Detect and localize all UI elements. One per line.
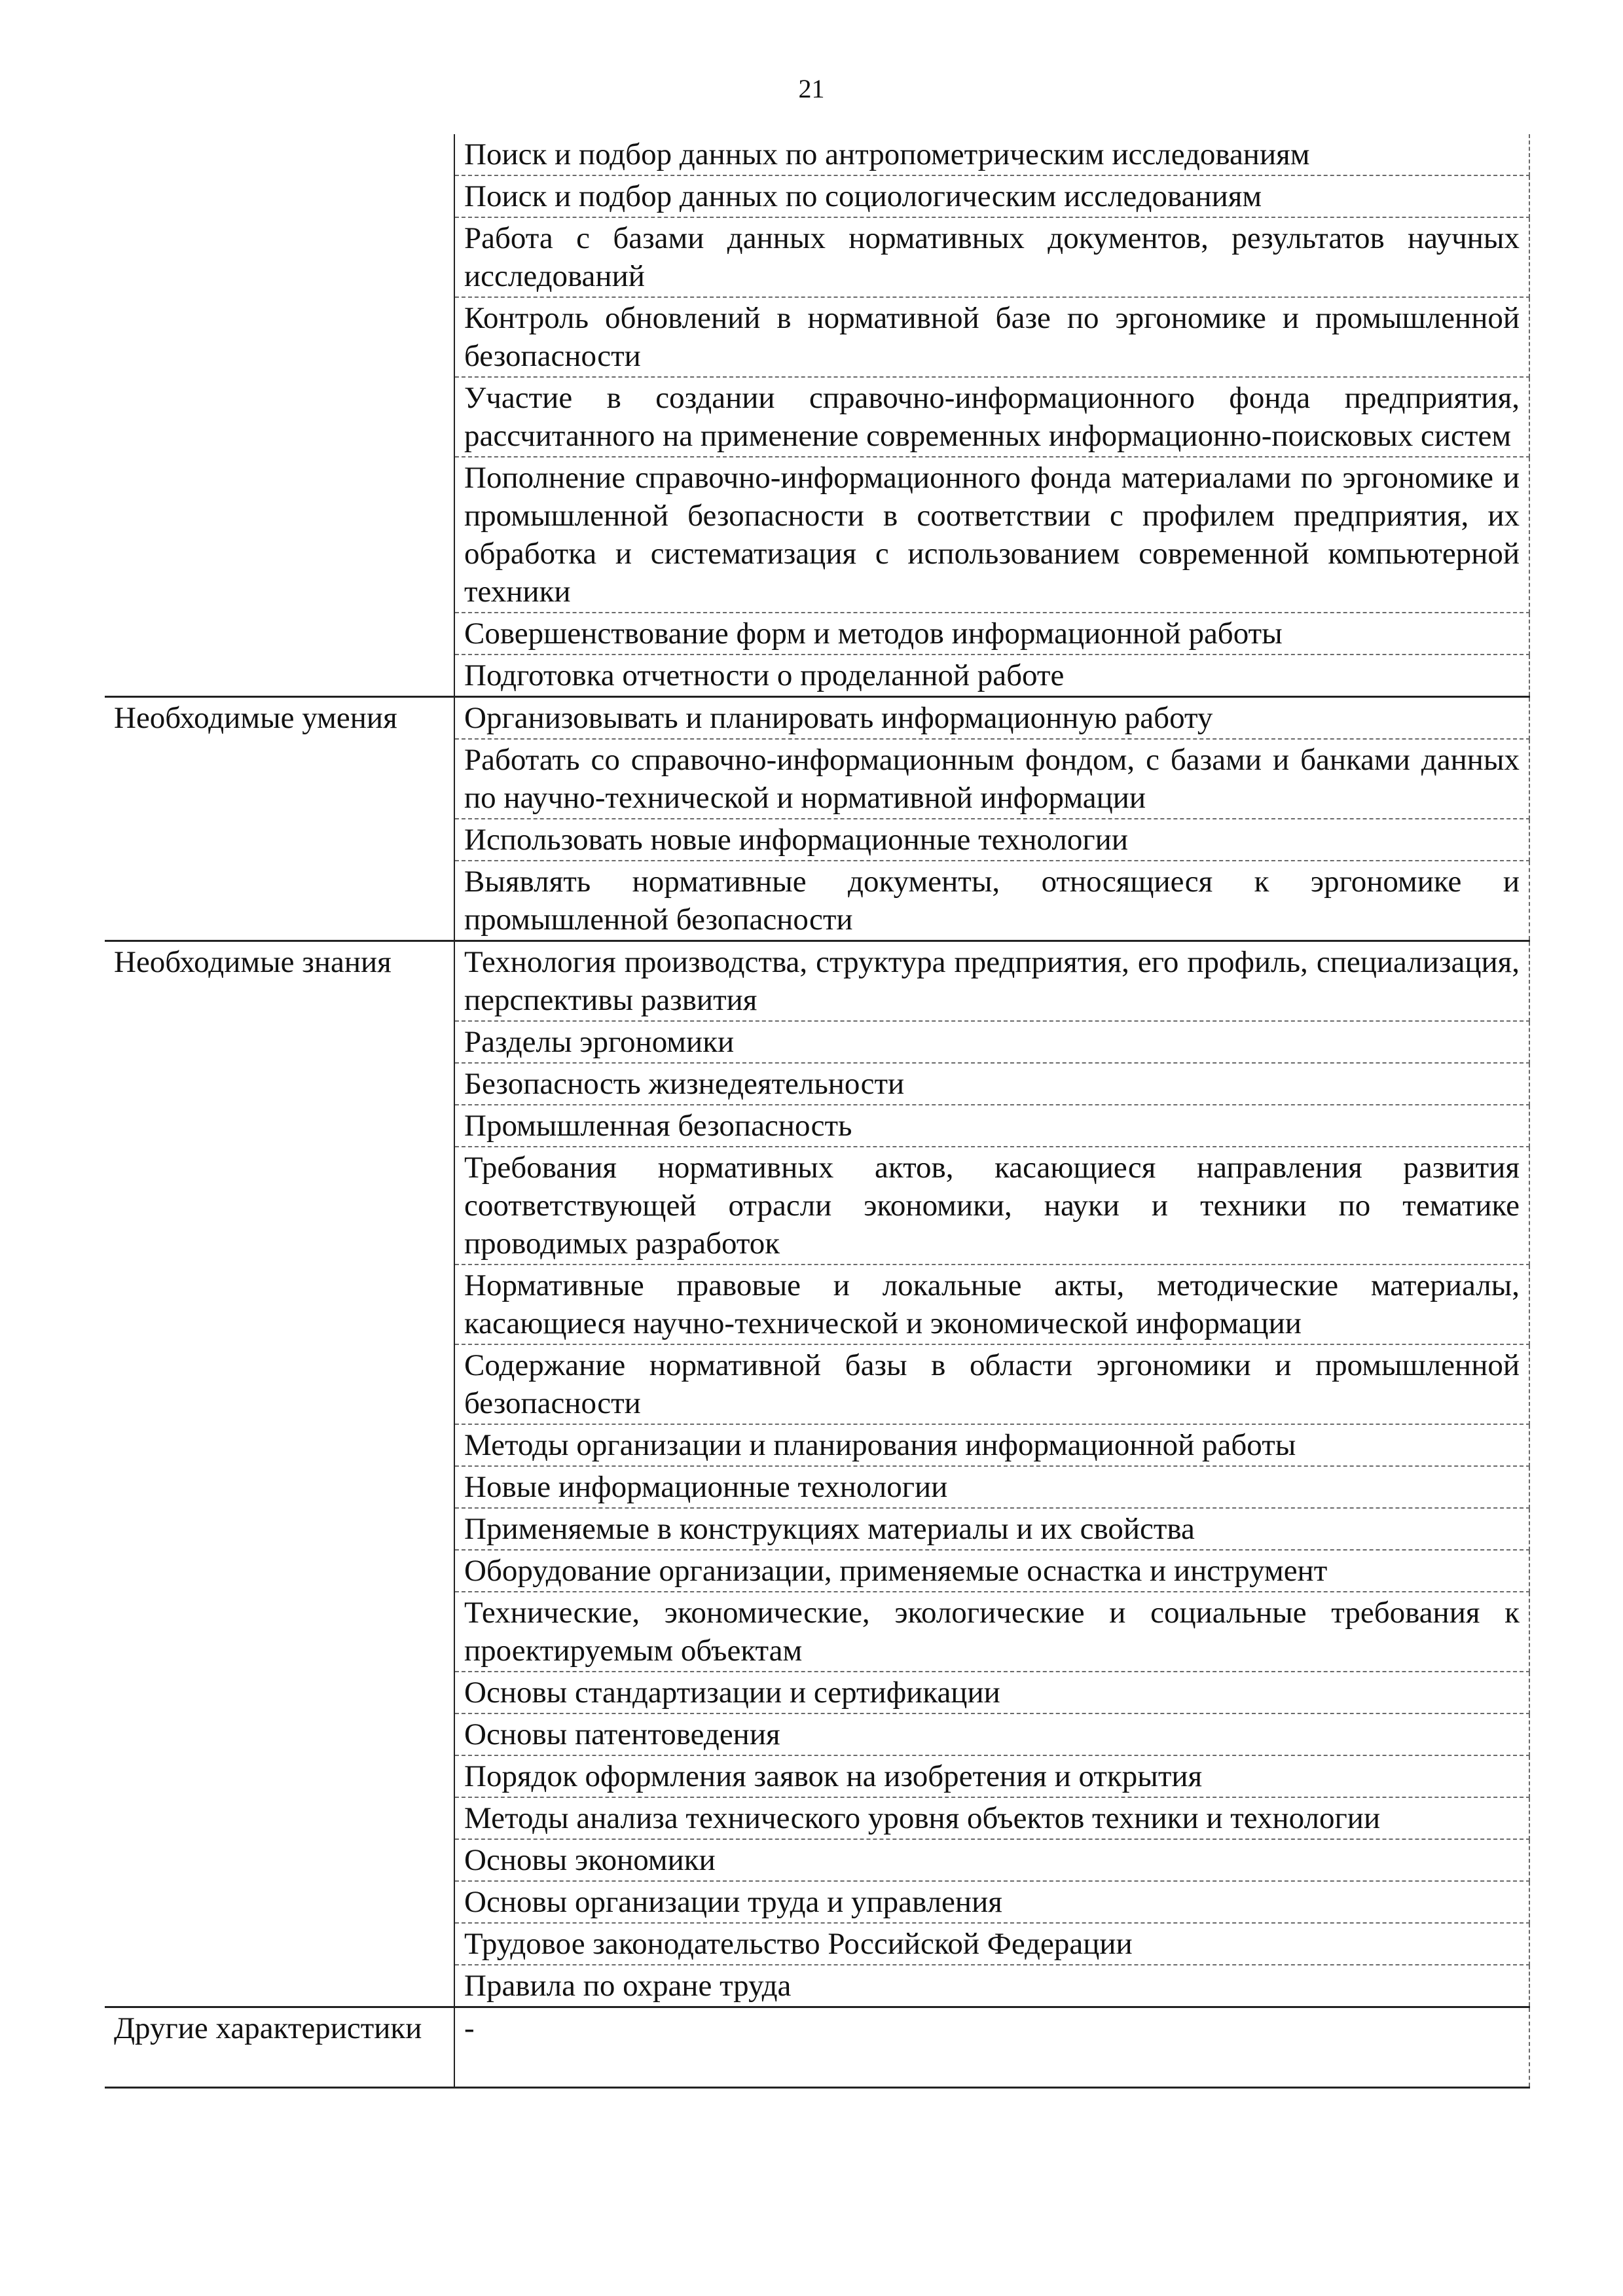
competency-table — [105, 134, 1530, 2089]
section-item: Содержание нормативной базы в области эргономики и промышленной безопасности — [454, 1344, 1529, 1424]
section-item: Работать со справочно-информационным фондом, с базами и банками данных по научно-технической и нормативной информации — [454, 739, 1529, 819]
section-label — [105, 134, 454, 697]
section-item: Основы экономики — [454, 1839, 1529, 1881]
table-row — [105, 941, 1529, 1022]
page-number: 21 — [798, 74, 825, 103]
section-item: Безопасность жизнедеятельности — [454, 1063, 1529, 1105]
section-item: Основы стандартизации и сертификации — [454, 1672, 1529, 1713]
section-item: Технические, экономические, экологические и социальные требования к проектируемым объектам — [454, 1592, 1529, 1672]
table-row — [105, 134, 1529, 175]
section-item: Методы анализа технического уровня объектов техники и технологии — [454, 1797, 1529, 1839]
section-label: Другие характеристики — [105, 2007, 454, 2088]
section-item: Пополнение справочно-информационного фонда материалами по эргономике и промышленной безопасности в соответствии с профилем предприятия, их обработка и систематизация с использованием современной компьютерной техники — [454, 457, 1529, 613]
section-item: Основы патентоведения — [454, 1713, 1529, 1755]
section-item: Оборудование организации, применяемые оснастка и инструмент — [454, 1550, 1529, 1592]
table-row — [105, 2007, 1529, 2088]
table-row — [105, 697, 1529, 740]
section-item: Работа с базами данных нормативных документов, результатов научных исследований — [454, 217, 1529, 297]
section-item: Применяемые в конструкциях материалы и их свойства — [454, 1508, 1529, 1550]
section-item: Участие в создании справочно-информационного фонда предприятия, рассчитанного на применение современных информационно-поисковых систем — [454, 377, 1529, 457]
section-item: Контроль обновлений в нормативной базе по эргономике и промышленной безопасности — [454, 297, 1529, 377]
section-item: Поиск и подбор данных по социологическим исследованиям — [454, 175, 1529, 217]
section-item: Трудовое законодательство Российской Федерации — [454, 1923, 1529, 1965]
section-item: Методы организации и планирования информационной работы — [454, 1424, 1529, 1466]
section-item: Нормативные правовые и локальные акты, методические материалы, касающиеся научно-технической и экономической информации — [454, 1265, 1529, 1344]
section-label: Необходимые знания — [105, 941, 454, 2007]
section-item: Подготовка отчетности о проделанной работе — [454, 655, 1529, 697]
section-item: Новые информационные технологии — [454, 1466, 1529, 1508]
section-item: Выявлять нормативные документы, относящиеся к эргономике и промышленной безопасности — [454, 861, 1529, 941]
section-item: Поиск и подбор данных по антропометрическим исследованиям — [454, 134, 1529, 175]
section-item: Порядок оформления заявок на изобретения и открытия — [454, 1755, 1529, 1797]
section-item: Организовывать и планировать информационную работу — [454, 697, 1529, 740]
section-item: Требования нормативных актов, касающиеся направления развития соответствующей отрасли экономики, науки и техники по тематике проводимых разработок — [454, 1147, 1529, 1265]
section-item: Разделы эргономики — [454, 1021, 1529, 1063]
section-item: Совершенствование форм и методов информационной работы — [454, 613, 1529, 655]
section-item: Основы организации труда и управления — [454, 1881, 1529, 1923]
section-item: Использовать новые информационные технологии — [454, 819, 1529, 861]
section-label: Необходимые умения — [105, 697, 454, 941]
section-item: Промышленная безопасность — [454, 1105, 1529, 1147]
table-body — [105, 134, 1529, 2088]
section-item: - — [454, 2007, 1529, 2088]
section-item: Правила по охране труда — [454, 1965, 1529, 2007]
section-item: Технология производства, структура предприятия, его профиль, специализация, перспективы развития — [454, 941, 1529, 1022]
